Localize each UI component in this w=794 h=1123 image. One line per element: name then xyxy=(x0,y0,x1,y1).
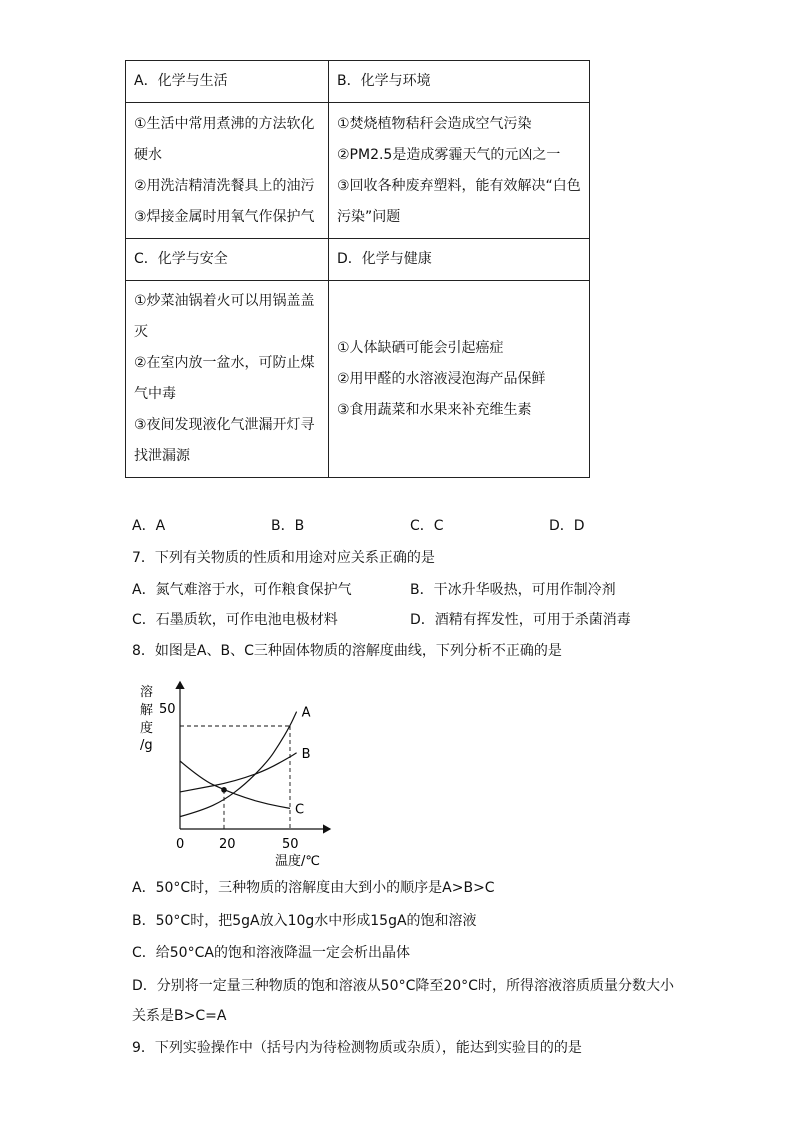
cell-b-body xyxy=(329,103,590,239)
q8-stem: 8．如图是A、B、C三种固体物质的溶解度曲线，下列分析不正确的是 xyxy=(132,643,562,659)
cell-a-line: ①生活中常用煮沸的方法软化 xyxy=(134,115,315,132)
q7-option-c: C．石墨质软，可作电池电极材料 xyxy=(132,612,338,628)
cell-b-line: 污染”问题 xyxy=(337,208,401,225)
x-tick-label: 0 xyxy=(176,837,185,852)
cell-c-body xyxy=(126,281,329,478)
q8-option-b: B．50°C时，把5gA放入10g水中形成15gA的饱和溶液 xyxy=(132,913,477,929)
solubility-chart xyxy=(132,672,352,872)
q7-stem: 7．下列有关物质的性质和用途对应关系正确的是 xyxy=(132,550,435,566)
y-axis-label-char: 度 xyxy=(140,721,154,736)
cell-c-line: 找泄漏源 xyxy=(134,448,190,464)
cell-b-line: ③回收各种废弃塑料，能有效解决“白色 xyxy=(337,177,581,194)
cell-c-line: ②在室内放一盆水，可防止煤 xyxy=(134,355,315,371)
cell-c-line: 气中毒 xyxy=(134,386,176,402)
cell-a-line: 硬水 xyxy=(134,146,162,163)
series-label-c: C xyxy=(295,802,305,818)
cell-a-header: A．化学与生活 xyxy=(126,61,329,103)
q7-option-b: B．干冰升华吸热，可用作制冷剂 xyxy=(410,582,616,598)
curve-b xyxy=(180,753,297,792)
q9-stem: 9．下列实验操作中（括号内为待检测物质或杂质），能达到实验目的的是 xyxy=(132,1040,582,1056)
series-label-b: B xyxy=(301,746,311,762)
cell-a-line: ③焊接金属时用氧气作保护气 xyxy=(134,208,315,225)
q8-option-d: D．分别将一定量三种物质的饱和溶液从50°C降至20°C时，所得溶液溶质质量分数大小 xyxy=(132,978,674,994)
q6-option-c: C．C xyxy=(410,518,444,534)
cell-c-line: ①炒菜油锅着火可以用锅盖盖 xyxy=(134,293,315,309)
cell-c-header: C．化学与安全 xyxy=(126,239,329,281)
x-axis-label: 温度/℃ xyxy=(275,854,320,869)
cell-d-line: ③食用蔬菜和水果来补充维生素 xyxy=(337,401,532,418)
y-axis-label-char: /g xyxy=(140,738,153,753)
curve-c xyxy=(180,761,290,808)
cell-d-line: ①人体缺硒可能会引起癌症 xyxy=(337,339,504,356)
cell-b-line: ②PM2.5是造成雾霾天气的元凶之一 xyxy=(337,146,561,163)
cell-a-line: ②用洗洁精清洗餐具上的油污 xyxy=(134,177,315,194)
cell-d-body xyxy=(329,281,590,478)
q8-option-a: A．50°C时，三种物质的溶解度由大到小的顺序是A>B>C xyxy=(132,880,495,896)
cell-b-line: ①焚烧植物秸秆会造成空气污染 xyxy=(337,115,532,132)
q8-option-d-cont: 关系是B>C=A xyxy=(132,1008,227,1024)
q7-option-a: A．氮气难溶于水，可作粮食保护气 xyxy=(132,582,352,598)
cell-c-line: ③夜间发现液化气泄漏开灯寻 xyxy=(134,417,315,433)
q8-option-c: C．给50°CA的饱和溶液降温一定会析出晶体 xyxy=(132,945,410,961)
q6-option-d: D．D xyxy=(549,518,585,534)
q6-option-b: B．B xyxy=(271,518,305,534)
x-tick-label: 50 xyxy=(282,837,299,852)
series-label-a: A xyxy=(301,705,311,721)
option-table xyxy=(125,60,590,478)
q7-option-d: D．酒精有挥发性，可用于杀菌消毒 xyxy=(410,612,631,628)
intersection-point xyxy=(221,787,227,793)
q6-option-a: A．A xyxy=(132,518,166,534)
cell-a-body xyxy=(126,103,329,239)
cell-b-header: B．化学与环境 xyxy=(329,61,590,103)
curve-a xyxy=(180,712,297,817)
cell-d-header: D．化学与健康 xyxy=(329,239,590,281)
y-axis-label-char: 解 xyxy=(140,703,154,718)
cell-c-line: 灭 xyxy=(134,324,148,340)
cell-d-line: ②用甲醛的水溶液浸泡海产品保鲜 xyxy=(337,370,546,387)
y-tick-label: 50 xyxy=(159,702,176,717)
y-axis-label-char: 溶 xyxy=(140,685,154,700)
x-tick-label: 20 xyxy=(219,837,236,852)
